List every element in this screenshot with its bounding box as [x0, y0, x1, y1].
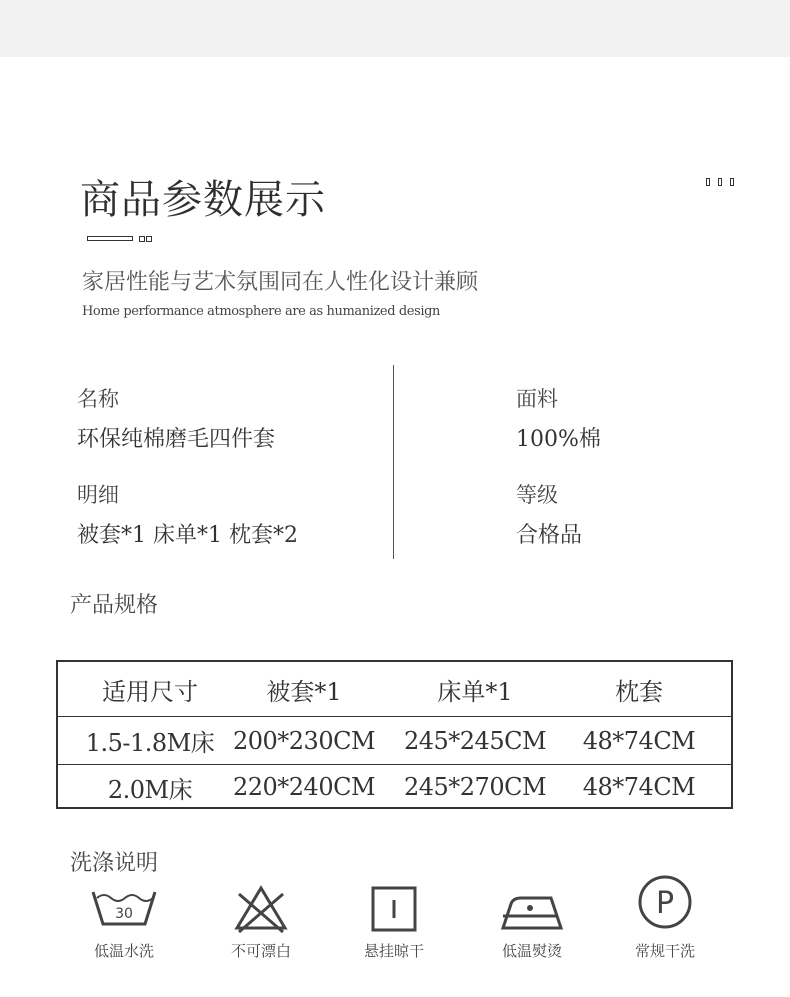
table-cell: 48*74CM	[582, 773, 696, 801]
table-cell: 200*230CM	[232, 726, 376, 755]
subtitle-chinese: 家居性能与艺术氛围同在人性化设计兼顾	[82, 270, 479, 295]
wash-label: 低温水洗	[93, 942, 154, 960]
wash-temp-text: 30	[115, 906, 133, 922]
spec-grade-label: 等级	[516, 483, 558, 507]
subtitle-english: Home performance atmosphere are as humanized design	[82, 304, 441, 319]
wash-item-low-temp	[69, 880, 179, 970]
spec-grade-value: 合格品	[516, 523, 583, 548]
spec-name-label: 名称	[77, 387, 119, 411]
title-underline-dot	[139, 236, 145, 242]
table-cell: 245*270CM	[403, 773, 547, 801]
table-row	[58, 717, 731, 765]
size-table	[56, 660, 733, 809]
low-iron-icon	[497, 884, 567, 934]
wash-item-dry-clean	[610, 880, 720, 970]
spec-fabric-value: 100%棉	[516, 427, 601, 452]
wash-label: 悬挂晾干	[363, 942, 424, 960]
spec-detail-label: 明细	[77, 483, 119, 507]
dry-clean-letter: P	[655, 886, 675, 921]
wash-item-low-iron	[477, 880, 587, 970]
table-header-cell: 床单*1	[437, 677, 513, 706]
page-title: 商品参数展示	[80, 177, 326, 223]
table-header-cell: 适用尺寸	[102, 677, 198, 706]
table-cell: 245*245CM	[403, 726, 547, 755]
spec-fabric-label: 面料	[516, 387, 558, 411]
title-underline	[87, 236, 133, 241]
wash-label: 常规干洗	[634, 942, 695, 960]
spec-detail-value: 被套*1 床单*1 枕套*2	[77, 523, 298, 548]
no-bleach-icon	[231, 884, 291, 934]
table-header-row	[58, 662, 731, 717]
table-cell: 220*240CM	[232, 773, 376, 801]
dry-clean-p-icon	[637, 874, 693, 930]
title-underline-dot	[146, 236, 152, 242]
table-cell: 1.5-1.8M床	[85, 729, 215, 757]
hang-dry-icon	[369, 884, 419, 934]
table-header-cell: 枕套	[615, 677, 663, 706]
wash-item-no-bleach	[206, 880, 316, 970]
table-cell: 48*74CM	[582, 726, 696, 755]
wash-30-icon	[89, 884, 159, 932]
wash-section-title: 洗涤说明	[70, 851, 159, 876]
spec-divider	[393, 365, 394, 559]
wash-label: 不可漂白	[230, 942, 291, 960]
table-row	[58, 765, 731, 809]
size-section-title: 产品规格	[70, 593, 159, 618]
decorative-marks	[706, 178, 738, 186]
table-header-cell: 被套*1	[266, 677, 342, 706]
spec-name-value: 环保纯棉磨毛四件套	[77, 427, 276, 452]
top-bar	[0, 0, 790, 57]
wash-label: 低温熨烫	[501, 942, 562, 960]
table-cell: 2.0M床	[107, 775, 193, 804]
wash-item-hang-dry	[339, 880, 449, 970]
